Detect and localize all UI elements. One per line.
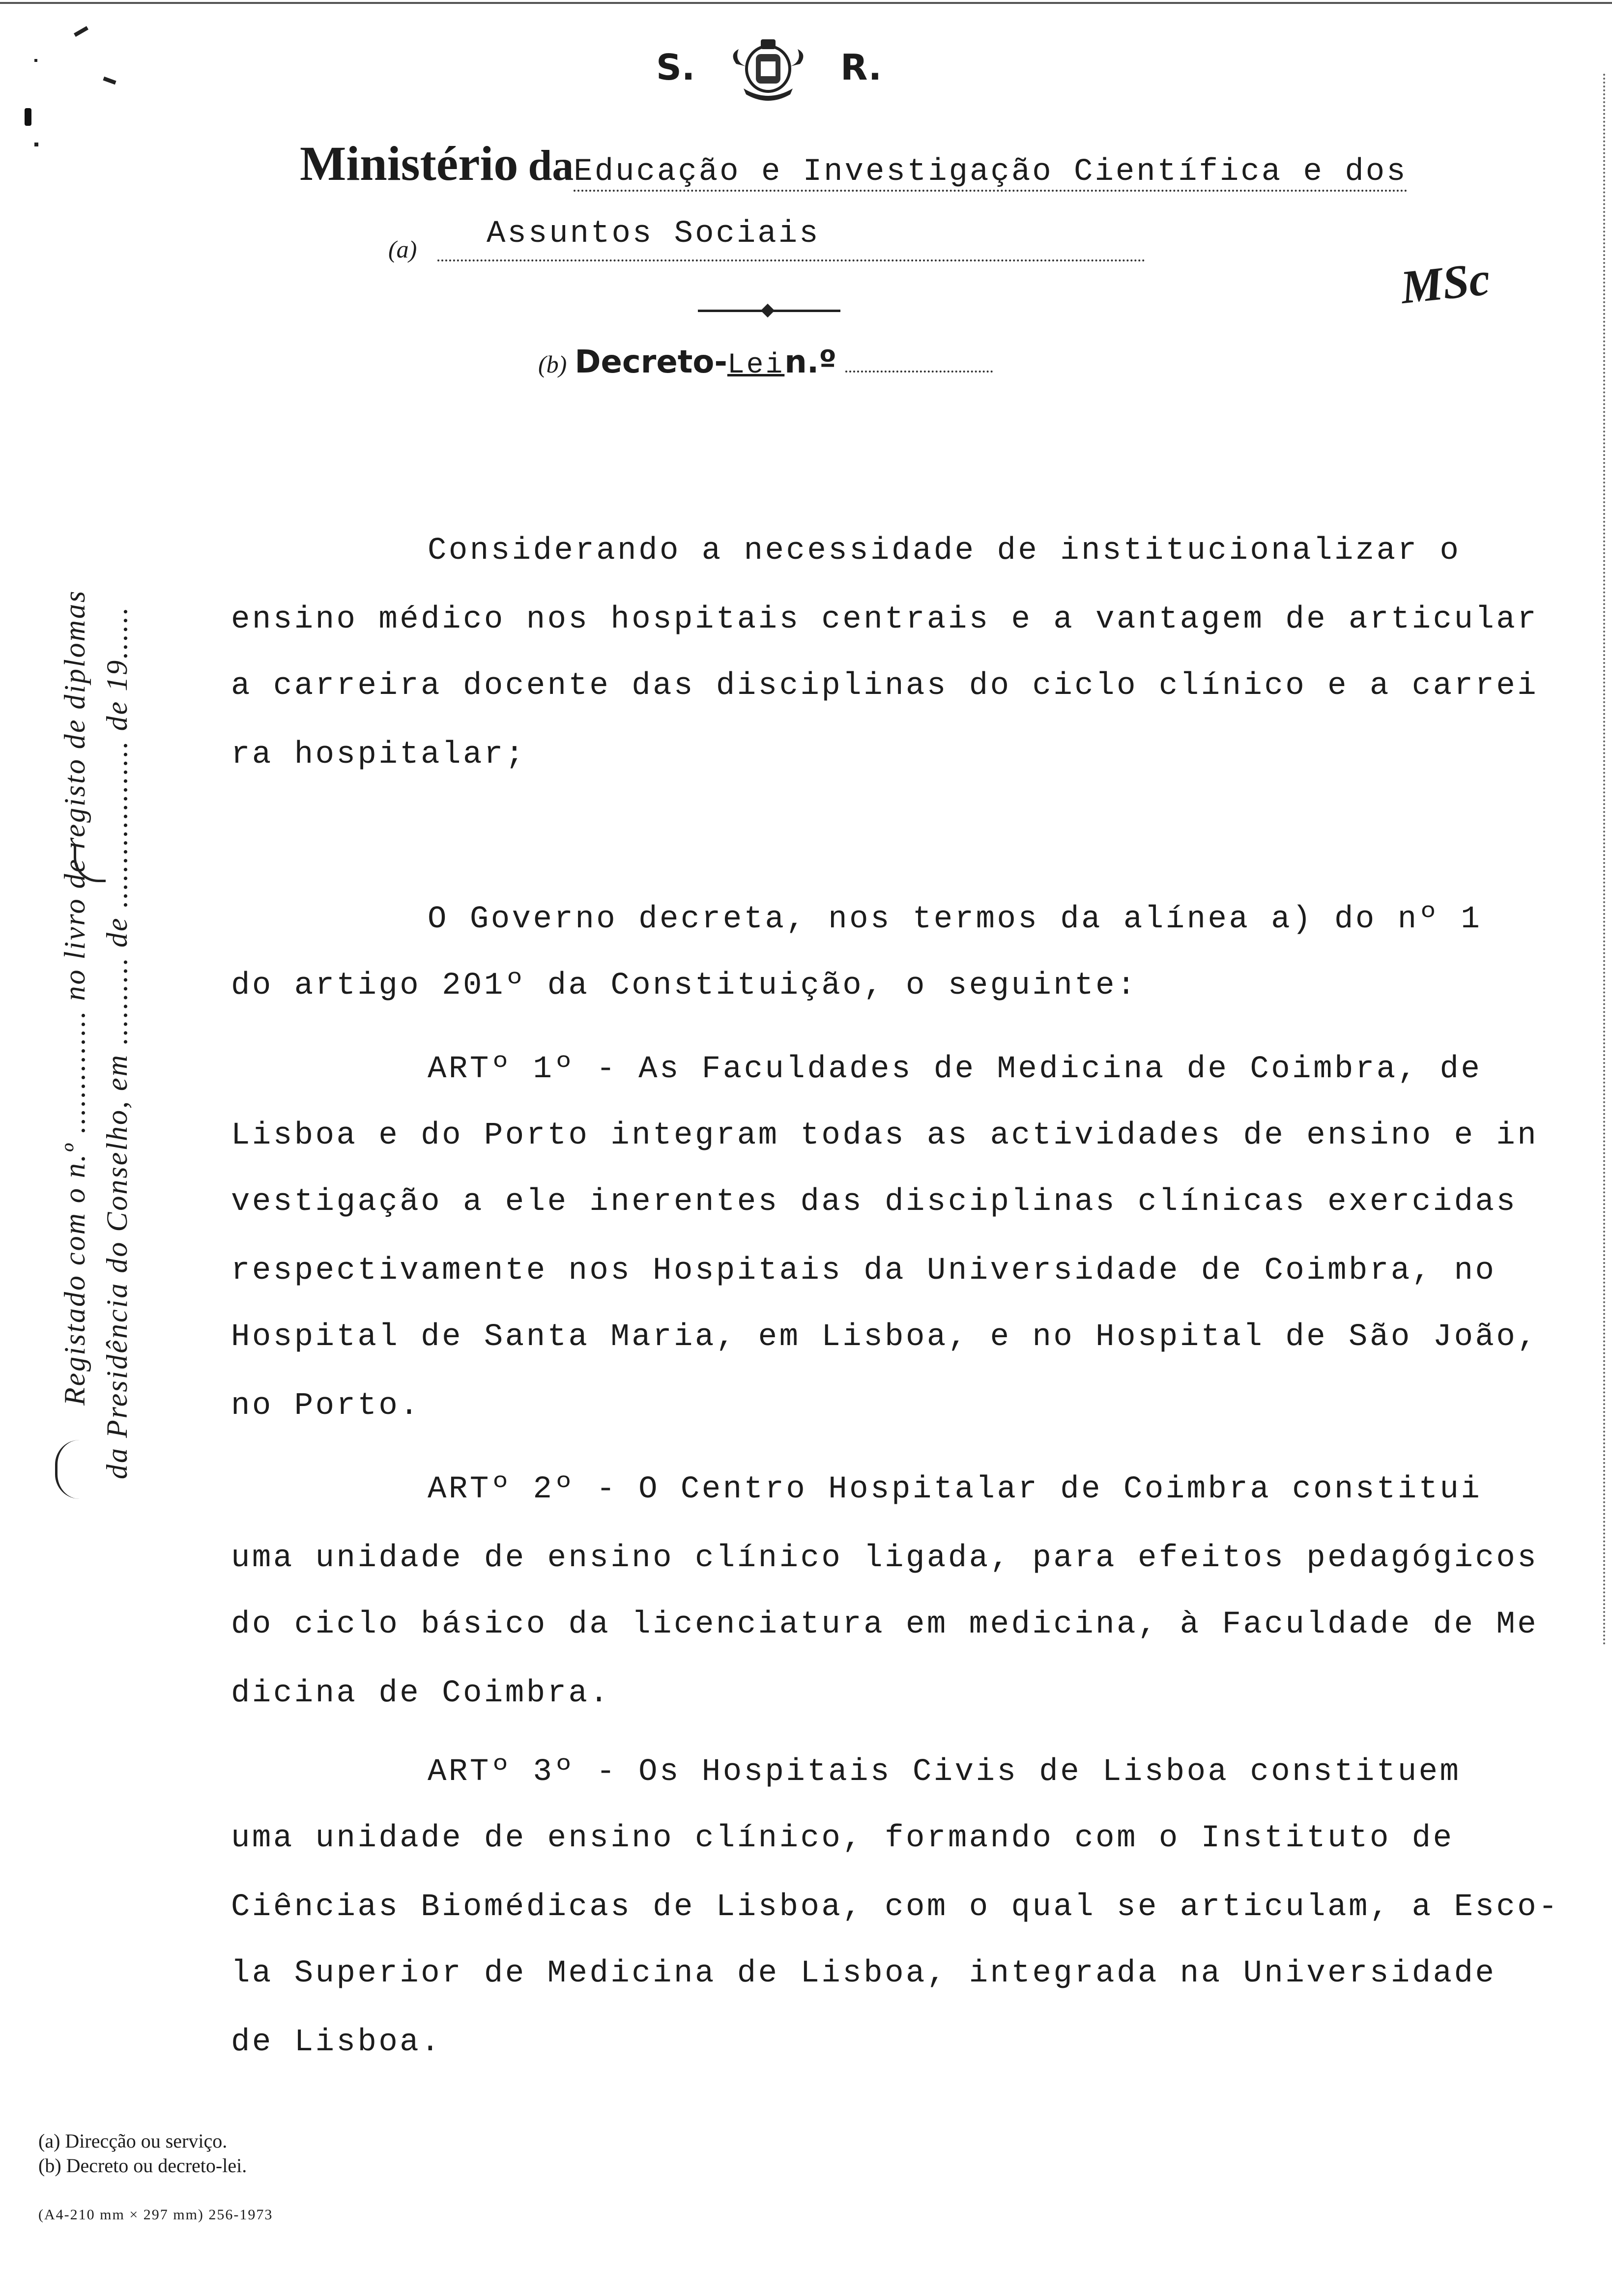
body-line-19: Ciências Biomédicas de Lisboa, com o qual se articulam, a Esco- <box>231 1890 1560 1925</box>
body-line-9: vestigação a ele inerentes das disciplinas clínicas exercidas <box>231 1184 1518 1220</box>
decree-suffix: n.º <box>784 344 837 380</box>
footnote-a: (a) Direcção ou serviço. <box>38 2130 228 2152</box>
form-code: (A4-210 mm × 297 mm) 256-1973 <box>38 2207 273 2223</box>
ministry-name-typed: Educação e Investigação Científica e dos <box>574 154 1408 190</box>
handwritten-note: MSc <box>1398 252 1493 314</box>
body-line-12: no Porto. <box>231 1388 421 1424</box>
body-line-4: ra hospitalar; <box>231 737 526 773</box>
header-right-mark: R. <box>840 47 882 88</box>
header-left-mark: S. <box>656 47 695 88</box>
decree-number-field <box>845 369 993 373</box>
body-line-17: ARTº 3º - Os Hospitais Civis de Lisboa constituem <box>428 1754 1461 1790</box>
top-border <box>0 2 1612 4</box>
decree-typed: Lei <box>727 349 785 381</box>
decree-line <box>538 344 993 381</box>
body-line-15: do ciclo básico da licenciatura em medicina, à Faculdade de Me <box>231 1607 1539 1642</box>
ministry-line <box>300 135 1408 192</box>
body-line-3: a carreira docente das disciplinas do ciclo clínico e a carrei <box>231 668 1539 704</box>
body-line-2: ensino médico nos hospitais centrais e a vantagem de articular <box>231 602 1539 637</box>
margin-bracket-bottom <box>55 1440 87 1499</box>
body-line-18: uma unidade de ensino clínico, formando com o Instituto de <box>231 1821 1454 1856</box>
body-line-6: do artigo 201º da Constituição, o seguinte: <box>231 968 1138 1004</box>
marker-b: (b) <box>538 350 567 378</box>
body-line-11: Hospital de Santa Maria, em Lisboa, e no Hospital de São João, <box>231 1320 1539 1355</box>
body-line-10: respectivamente nos Hospitais da Universidade de Coimbra, no <box>231 1253 1497 1289</box>
body-line-5: O Governo decreta, nos termos da alínea a) do nº 1 <box>428 902 1482 937</box>
body-line-21: de Lisboa. <box>231 2025 442 2060</box>
field-a <box>437 216 1145 261</box>
decree-label: Decreto- <box>575 344 727 380</box>
body-line-13: ARTº 2º - O Centro Hospitalar de Coimbra constitui <box>428 1472 1482 1507</box>
body-line-7: ARTº 1º - As Faculdades de Medicina de Coimbra, de <box>428 1052 1482 1087</box>
body-line-1: Considerando a necessidade de institucionalizar o <box>428 533 1461 569</box>
body-line-14: uma unidade de ensino clínico ligada, para efeitos pedagógicos <box>231 1541 1539 1576</box>
ornament-divider <box>698 306 840 316</box>
margin-registo-line: Registado com o n.º .............. no livro de registo de diplomas <box>58 589 91 1406</box>
ministry-da: da <box>528 142 574 190</box>
ministry-name-field <box>574 154 1407 192</box>
coat-of-arms-icon <box>726 34 810 108</box>
right-edge-marks <box>1603 74 1607 1646</box>
body-line-20: la Superior de Medicina de Lisboa, integrada na Universidade <box>231 1956 1497 1991</box>
margin-presidencia-line: da Presidência do Conselho, em .......... de ................... de 19...... <box>101 605 133 1479</box>
footnote-b: (b) Decreto ou decreto-lei. <box>38 2154 247 2177</box>
body-line-8: Lisboa e do Porto integram todas as actividades de ensino e in <box>231 1118 1539 1153</box>
ministry-prefix: Ministério <box>300 136 518 191</box>
field-a-value: Assuntos Sociais <box>487 216 820 252</box>
body-line-16: dicina de Coimbra. <box>231 1676 611 1711</box>
marker-a: (a) <box>388 235 417 263</box>
